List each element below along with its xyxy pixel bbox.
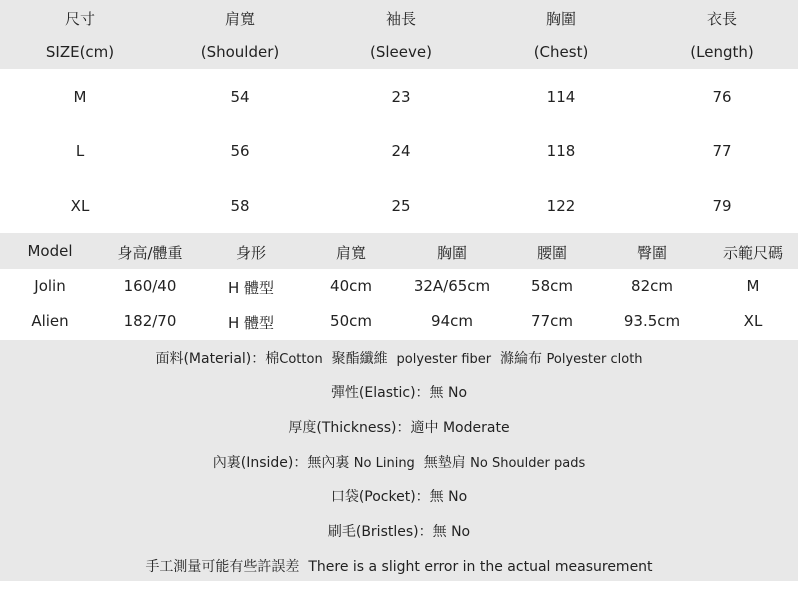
material-polyester-cloth: Polyester cloth (546, 352, 643, 367)
thickness-label: 厚度(Thickness)： (288, 420, 411, 436)
header-size-en: SIZE(cm) (45, 43, 115, 61)
inside-no-pads-en: No Shoulder pads (470, 456, 586, 471)
bristles-label: 刷毛(Bristles)： (327, 524, 433, 540)
inside-no-lining-en: No Lining (353, 456, 415, 471)
material-cloth-zh: 滌綸布 (491, 351, 547, 367)
model-name: Jolin (34, 277, 66, 295)
chest-cell: 114 (546, 88, 576, 106)
size-cell: M (73, 88, 87, 106)
header-shoulder-zh: 肩寬 (224, 10, 256, 28)
size-cell: XL (70, 197, 90, 215)
header-shoulder: 肩寬 (335, 244, 367, 262)
shoulder-cell: 40cm (330, 277, 372, 295)
height-weight-cell: 160/40 (123, 277, 177, 295)
model-name: Alien (31, 312, 69, 330)
elastic-label: 彈性(Elastic)： (330, 385, 430, 401)
header-hip: 臀圍 (636, 244, 668, 262)
header-shoulder-en: (Shoulder) (200, 43, 280, 61)
disclaimer-line (0, 556, 798, 576)
length-cell: 76 (712, 88, 732, 106)
disclaimer-zh: 手工測量可能有些許誤差 (145, 559, 309, 575)
header-sleeve-zh: 袖長 (385, 10, 417, 28)
header-model: Model (27, 242, 73, 260)
size-cell: L (75, 142, 85, 160)
pocket-label: 口袋(Pocket)： (330, 489, 430, 505)
material-polyester-fiber: polyester fiber (396, 352, 492, 367)
sleeve-cell: 25 (391, 197, 411, 215)
pocket-value: 無 No (429, 489, 468, 505)
length-cell: 79 (712, 197, 732, 215)
bristles-value: 無 No (432, 524, 471, 540)
header-sleeve-en: (Sleeve) (370, 43, 432, 61)
inside-no-lining-zh: 無內裏 (307, 455, 354, 471)
sample-size-cell: M (746, 277, 760, 295)
shoulder-cell: 50cm (330, 312, 372, 330)
header-height-weight: 身高/體重 (117, 244, 183, 262)
header-length-zh: 衣長 (706, 10, 738, 28)
height-weight-cell: 182/70 (123, 312, 177, 330)
thickness-line (0, 417, 798, 437)
pocket-line (0, 486, 798, 506)
hip-cell: 93.5cm (623, 312, 681, 330)
material-cotton: Cotton (279, 352, 323, 367)
header-chest: 胸圍 (436, 244, 468, 262)
material-line (0, 348, 798, 368)
waist-cell: 77cm (531, 312, 573, 330)
header-waist: 腰圍 (536, 244, 568, 262)
header-chest-zh: 胸圍 (545, 10, 577, 28)
shoulder-cell: 58 (230, 197, 250, 215)
bristles-line (0, 521, 798, 541)
chest-cell: 118 (546, 142, 576, 160)
material-polyester-zh: 聚酯纖維 (322, 351, 397, 367)
header-body-type: 身形 (235, 244, 267, 262)
elastic-line (0, 382, 798, 402)
hip-cell: 82cm (631, 277, 673, 295)
inside-line (0, 452, 798, 472)
chest-cell: 32A/65cm (413, 277, 491, 295)
header-length-en: (Length) (690, 43, 754, 61)
chest-cell: 122 (546, 197, 576, 215)
sleeve-cell: 23 (391, 88, 411, 106)
header-sample-size: 示範尺碼 (722, 244, 784, 262)
disclaimer-en: There is a slight error in the actual measurement (308, 559, 653, 575)
header-size-zh: 尺寸 (64, 10, 96, 28)
body-type-cell: H 體型 (227, 314, 275, 332)
thickness-value: 適中 Moderate (410, 420, 510, 436)
shoulder-cell: 54 (230, 88, 250, 106)
shoulder-cell: 56 (230, 142, 250, 160)
material-label: 面料(Material)：棉 (155, 351, 280, 367)
body-type-cell: H 體型 (227, 279, 275, 297)
sleeve-cell: 24 (391, 142, 411, 160)
chest-cell: 94cm (431, 312, 473, 330)
length-cell: 77 (712, 142, 732, 160)
header-chest-en: (Chest) (533, 43, 589, 61)
elastic-value: 無 No (429, 385, 468, 401)
waist-cell: 58cm (531, 277, 573, 295)
sample-size-cell: XL (743, 312, 763, 330)
inside-no-pads-zh: 無墊肩 (414, 455, 471, 471)
inside-label: 內裏(Inside)： (212, 455, 308, 471)
